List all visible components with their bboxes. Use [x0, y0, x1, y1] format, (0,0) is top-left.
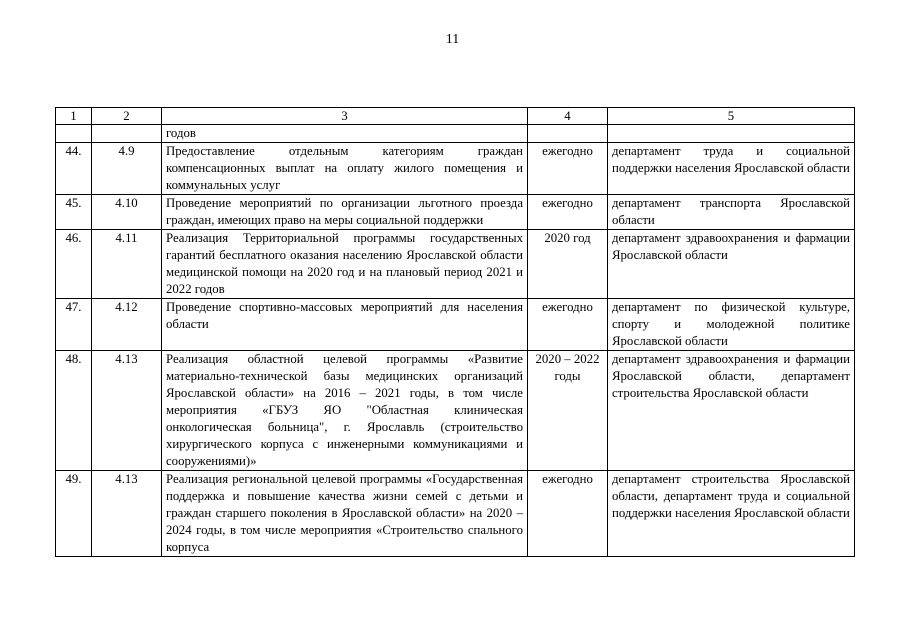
- column-header: 3: [162, 108, 528, 125]
- cell-term: [528, 125, 608, 143]
- cell-term: ежегодно: [528, 143, 608, 195]
- cell-no: 47.: [56, 299, 92, 351]
- table-row: [56, 471, 855, 557]
- cell-term: 2020 – 2022 годы: [528, 351, 608, 471]
- cell-code: 4.12: [92, 299, 162, 351]
- table-header-row: [56, 108, 855, 125]
- cell-no: 45.: [56, 195, 92, 230]
- continuation-row: [56, 125, 855, 143]
- cell-code: 4.11: [92, 230, 162, 299]
- cell-code: 4.9: [92, 143, 162, 195]
- cell-code: 4.10: [92, 195, 162, 230]
- cell-executor: департамент строительства Ярославской области, департамент труда и социальной поддержки населения Ярославской области: [608, 471, 855, 557]
- cell-term: 2020 год: [528, 230, 608, 299]
- cell-no: 49.: [56, 471, 92, 557]
- page-number: 11: [445, 32, 460, 47]
- column-header: 1: [56, 108, 92, 125]
- cell-activity: Проведение спортивно-массовых мероприятий для населения области: [162, 299, 528, 351]
- cell-no: [56, 125, 92, 143]
- cell-no: 46.: [56, 230, 92, 299]
- cell-activity: Предоставление отдельным категориям граждан компенсационных выплат на оплату жилого помещения и коммунальных услуг: [162, 143, 528, 195]
- cell-no: 44.: [56, 143, 92, 195]
- column-header: 2: [92, 108, 162, 125]
- cell-activity: Реализация региональной целевой программы «Государственная поддержка и повышение качества жизни семей с детьми и граждан старшего поколения в Ярославской области» на 2020 – 2024 годы, в том числе мероприятия «Строительство спального корпуса: [162, 471, 528, 557]
- cell-executor: департамент по физической культуре, спорту и молодежной политике Ярославской области: [608, 299, 855, 351]
- table-row: [56, 195, 855, 230]
- cell-activity: Реализация Территориальной программы государственных гарантий бесплатного оказания населению Ярославской области медицинской помощи на 2020 год и на плановый период 2021 и 2022 годов: [162, 230, 528, 299]
- cell-executor: департамент здравоохранения и фармации Ярославской области, департамент строительства Ярославской области: [608, 351, 855, 471]
- table-row: [56, 351, 855, 471]
- cell-activity: годов: [162, 125, 528, 143]
- column-header: 4: [528, 108, 608, 125]
- cell-code: 4.13: [92, 471, 162, 557]
- activities-table: [55, 107, 855, 557]
- table-row: [56, 230, 855, 299]
- cell-term: ежегодно: [528, 195, 608, 230]
- cell-executor: департамент транспорта Ярославской области: [608, 195, 855, 230]
- cell-code: [92, 125, 162, 143]
- cell-term: ежегодно: [528, 299, 608, 351]
- column-header: 5: [608, 108, 855, 125]
- cell-term: ежегодно: [528, 471, 608, 557]
- cell-no: 48.: [56, 351, 92, 471]
- cell-executor: департамент здравоохранения и фармации Ярославской области: [608, 230, 855, 299]
- cell-activity: Реализация областной целевой программы «Развитие материально-технической базы медицинских организаций Ярославской области» на 2016 – 2021 годы, в том числе мероприятия «ГБУЗ ЯО "Областная клиническая онкологическая больница", г. Ярославль (строительство хирургического корпуса с инженерными коммуникациями и сооружениями)»: [162, 351, 528, 471]
- cell-executor: департамент труда и социальной поддержки населения Ярославской области: [608, 143, 855, 195]
- cell-code: 4.13: [92, 351, 162, 471]
- cell-executor: [608, 125, 855, 143]
- table-row: [56, 299, 855, 351]
- cell-activity: Проведение мероприятий по организации льготного проезда граждан, имеющих право на меры социальной поддержки: [162, 195, 528, 230]
- table-row: [56, 143, 855, 195]
